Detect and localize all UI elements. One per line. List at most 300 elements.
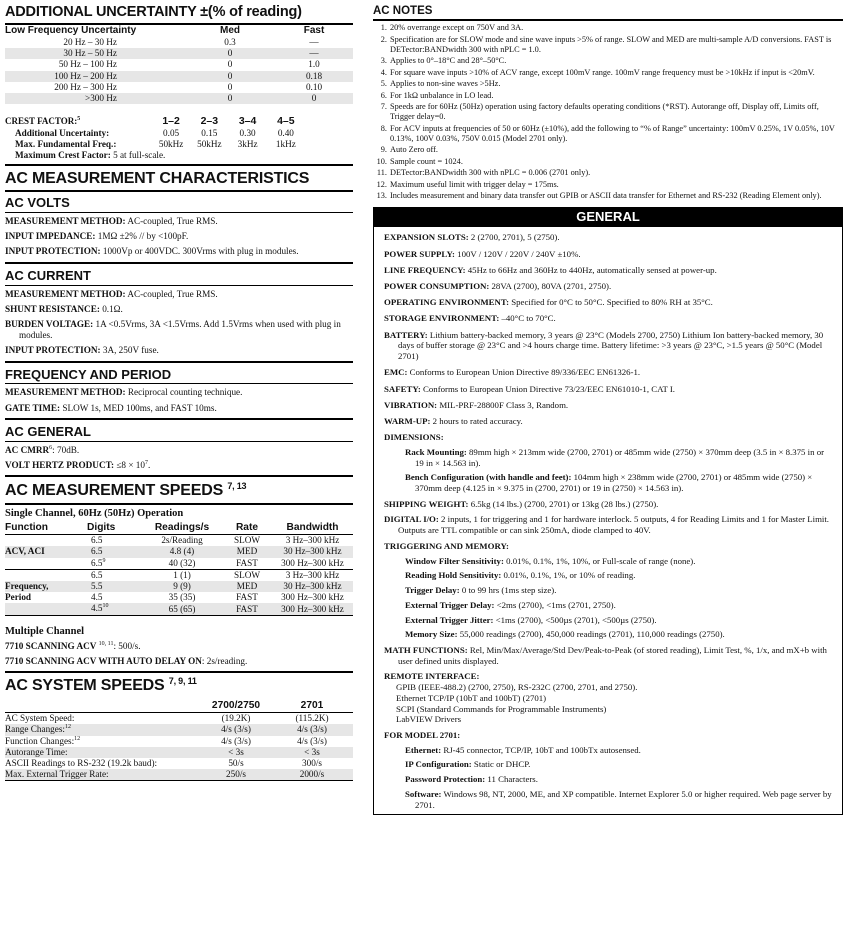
notes-list bbox=[373, 23, 843, 201]
system-row bbox=[5, 769, 353, 781]
general-label: POWER CONSUMPTION: bbox=[384, 280, 490, 291]
vhz-label: VOLT HERTZ PRODUCT: bbox=[5, 460, 115, 471]
digits-cell bbox=[87, 569, 142, 581]
ship-weight bbox=[384, 499, 834, 510]
uncertainty-row bbox=[5, 71, 353, 82]
system-label: Autorange Time: bbox=[5, 746, 68, 757]
vhz-value: ≤8 × 10 bbox=[116, 460, 145, 471]
sub-text: Static or DHCP. bbox=[473, 759, 531, 770]
note-item bbox=[373, 23, 843, 33]
digits: 4.5 bbox=[91, 603, 103, 614]
system-label-cell bbox=[5, 713, 201, 725]
crest-unc: 0.30 bbox=[239, 127, 256, 138]
system-table bbox=[5, 700, 353, 782]
speeds-notes: 7, 13 bbox=[227, 481, 247, 492]
function-cell bbox=[5, 535, 87, 547]
digits-note: 10 bbox=[102, 603, 109, 610]
digits: 5.5 bbox=[91, 581, 103, 592]
cmrr-value: : 70dB. bbox=[52, 444, 80, 455]
ac-volts-title: AC VOLTS bbox=[5, 195, 70, 211]
col-bandwidth: Bandwidth bbox=[286, 521, 339, 533]
uncertainty-row bbox=[5, 93, 353, 104]
digits-cell bbox=[87, 581, 142, 592]
note-number: 12. bbox=[376, 179, 387, 189]
sub-text: 0 to 99 hrs (1ms step size). bbox=[461, 585, 557, 596]
note-item bbox=[373, 157, 843, 167]
acmc-title: AC MEASUREMENT CHARACTERISTICS bbox=[5, 169, 310, 187]
remote-item: GPIB (IEEE-488.2) (2700, 2750), RS-232C (2700, 2701, and 2750). bbox=[396, 682, 638, 693]
math-text: Rel, Min/Max/Average/Std Dev/Peak-to-Peak (of stored reading), Limit Test, %, 1/x, and mX+b with user defined units displayed. bbox=[398, 644, 827, 666]
value-2700: < 3s bbox=[228, 746, 244, 757]
notes-title: AC NOTES bbox=[373, 5, 433, 17]
med-value: 0 bbox=[227, 59, 233, 70]
function-cell bbox=[5, 569, 87, 581]
dimensions bbox=[384, 447, 834, 494]
note-text: Applies to non-sine waves >5Hz. bbox=[390, 79, 501, 89]
function-cell bbox=[5, 581, 87, 592]
fast-value: 1.0 bbox=[308, 59, 320, 70]
value-2700: 4/s (3/s) bbox=[221, 724, 251, 735]
value-2700: 50/s bbox=[228, 758, 244, 768]
speeds-row bbox=[5, 592, 353, 603]
multi1-sup: 10, 11 bbox=[98, 640, 114, 647]
digits: 6.5 bbox=[91, 569, 103, 580]
speeds-heading bbox=[5, 481, 353, 501]
system-label-cell bbox=[5, 747, 201, 758]
spec-label: BURDEN VOLTAGE: bbox=[5, 318, 94, 329]
general-item bbox=[384, 367, 834, 378]
freq-range: 20 Hz – 30 Hz bbox=[63, 36, 117, 47]
sub-item bbox=[405, 585, 834, 596]
sub-item bbox=[405, 570, 834, 581]
note-item bbox=[373, 56, 843, 66]
system-note: 12 bbox=[74, 735, 81, 742]
system-label: ASCII Readings to RS-232 (19.2k baud): bbox=[5, 758, 158, 768]
general-item bbox=[384, 384, 834, 395]
crest-freq: 50kHz bbox=[197, 139, 222, 150]
system-row bbox=[5, 747, 353, 758]
ship-text: 6.5kg (14 lbs.) (2700, 2701) or 13kg (28 lbs.) (2750). bbox=[470, 498, 659, 509]
note-number: 5. bbox=[380, 79, 387, 89]
right-column bbox=[373, 4, 843, 815]
digits-cell bbox=[87, 592, 142, 603]
med-value: 0 bbox=[227, 81, 233, 92]
fast-value: 0 bbox=[311, 92, 317, 103]
note-item bbox=[373, 79, 843, 89]
model-items bbox=[384, 745, 834, 811]
math-label: MATH FUNCTIONS: bbox=[384, 644, 468, 655]
note-number: 4. bbox=[380, 67, 387, 77]
note-item bbox=[373, 102, 843, 122]
crest-freq: 1kHz bbox=[275, 139, 296, 150]
fast-value: 0.10 bbox=[305, 81, 323, 92]
sub-label: Rack Mounting: bbox=[405, 446, 467, 457]
note-number: 8. bbox=[380, 123, 387, 133]
freq-items bbox=[5, 387, 353, 413]
spec-text: 0.1Ω. bbox=[102, 303, 123, 314]
freq-title: FREQUENCY AND PERIOD bbox=[5, 366, 172, 382]
note-text: Maximum useful limit with trigger delay = 175ms. bbox=[390, 179, 559, 189]
crest-unc: 0.15 bbox=[201, 127, 218, 138]
col-readings: Readings/s bbox=[154, 521, 210, 533]
dim-label: DIMENSIONS: bbox=[384, 432, 444, 443]
system-label-cell bbox=[5, 769, 201, 781]
general-item bbox=[384, 297, 834, 308]
speeds-table bbox=[5, 522, 353, 616]
multi-2 bbox=[5, 656, 353, 667]
general-label: EMC: bbox=[384, 367, 408, 378]
system-row bbox=[5, 736, 353, 747]
function-cell bbox=[5, 592, 87, 603]
col-fast: Fast bbox=[303, 24, 325, 36]
note-number: 2. bbox=[380, 34, 387, 44]
med-value: 0 bbox=[227, 92, 233, 103]
spec-item bbox=[5, 387, 353, 398]
col-function: Function bbox=[5, 521, 49, 533]
freq-range: 50 Hz – 100 Hz bbox=[58, 59, 117, 70]
note-number: 3. bbox=[380, 56, 387, 66]
sub-text: 0.01%, 0.1%, 1%, 10%, or Full-scale of range (none). bbox=[506, 555, 696, 566]
sub-item bbox=[405, 745, 834, 756]
crest-max-value: 5 at full-scale. bbox=[113, 150, 166, 161]
sub-text: 55,000 readings (2700), 450,000 readings (2701), 110,000 readings (2750). bbox=[459, 629, 725, 640]
uncertainty-table bbox=[5, 25, 353, 105]
fast-value: — bbox=[309, 36, 319, 47]
bandwidth-cell: 3 Hz–300 kHz bbox=[285, 535, 340, 546]
col-med: Med bbox=[220, 24, 240, 36]
digits: 6.5 bbox=[91, 535, 103, 546]
freq-range: >300 Hz bbox=[85, 92, 117, 103]
digits: 6.5 bbox=[91, 557, 103, 568]
readings-cell: 35 (35) bbox=[168, 592, 196, 603]
uncertainty-title: ADDITIONAL UNCERTAINTY ±(% of reading) bbox=[5, 4, 302, 20]
sub-item bbox=[405, 556, 834, 567]
general-label: EXPANSION SLOTS: bbox=[384, 232, 469, 243]
spec-label: GATE TIME: bbox=[5, 402, 61, 413]
general-item bbox=[384, 232, 834, 243]
fast-value: 0.18 bbox=[305, 70, 323, 81]
sub-text: 89mm high × 213mm wide (2700, 2701) or 485mm wide (2750) × 370mm deep (3.5 in × 8.375 in or 19 in × 14.563 in). bbox=[415, 446, 825, 468]
spec-label: INPUT PROTECTION: bbox=[5, 246, 101, 257]
system-label-cell bbox=[5, 758, 201, 769]
crest-max-label: Maximum Crest Factor: bbox=[15, 150, 111, 161]
note-text: Speeds are for 60Hz (50Hz) operation using factory defaults operating conditions (*RST). Autorange off, Display off, Limits off, Trigger delay=0. bbox=[390, 102, 819, 122]
bandwidth-cell: 300 Hz–300 kHz bbox=[281, 603, 344, 614]
multi-title: Multiple Channel bbox=[5, 625, 85, 637]
sub-label: Trigger Delay: bbox=[405, 585, 460, 596]
spec-text: 1A <0.5Vrms, 3A <1.5Vrms. Add 1.5Vrms when used with plug in modules. bbox=[19, 318, 341, 341]
general-text: Conforms to European Union Directive 73/23/EEC EN61010-1, CAT I. bbox=[423, 383, 676, 394]
function-name: Frequency, bbox=[5, 581, 49, 592]
crest-freq: 3kHz bbox=[237, 139, 258, 150]
digits-note: 9 bbox=[102, 557, 106, 564]
function-name: ACV, ACI bbox=[5, 546, 45, 557]
model-label: FOR MODEL 2701: bbox=[384, 729, 461, 740]
trig-label: TRIGGERING AND MEMORY: bbox=[384, 540, 509, 551]
spec-text: Reciprocal counting technique. bbox=[127, 387, 243, 398]
note-item bbox=[373, 124, 843, 144]
col-2701: 2701 bbox=[300, 699, 324, 711]
digits-cell bbox=[87, 558, 142, 570]
value-2700: 250/s bbox=[226, 769, 246, 780]
speeds-row bbox=[5, 581, 353, 592]
remote-item: Ethernet TCP/IP (10bT and 100bT) (2701) bbox=[396, 692, 547, 703]
readings-cell: 1 (1) bbox=[173, 569, 191, 580]
sub-item bbox=[405, 447, 834, 468]
general-label: VIBRATION: bbox=[384, 399, 438, 410]
med-value: 0.3 bbox=[224, 36, 236, 47]
note-number: 13. bbox=[376, 191, 387, 201]
spec-text: 1MΩ ±2% // by <100pF. bbox=[97, 231, 189, 242]
general-label: OPERATING ENVIRONMENT: bbox=[384, 297, 510, 308]
crest-unc: 0.05 bbox=[163, 127, 180, 138]
note-text: Specification are for SLOW mode and sine wave inputs >5% of range. SLOW and MED are multi-sample A/D conversions. FAST is DETector:BANDwidth 300 with nPLC = 1.0. bbox=[390, 34, 832, 54]
system-row bbox=[5, 713, 353, 725]
system-label: AC System Speed: bbox=[5, 713, 75, 723]
readings-cell: 65 (65) bbox=[168, 603, 196, 614]
spec-text: AC-coupled, True RMS. bbox=[127, 288, 218, 299]
note-text: For 1kΩ unbalance in LO lead. bbox=[390, 90, 494, 100]
general-text: Conforms to European Union Directive 89/336/EEC EN61326-1. bbox=[409, 367, 641, 378]
sub-text: RJ-45 connector, TCP/IP, 10bT and 100bTx autosensed. bbox=[443, 744, 641, 755]
general-text: 2 hours to rated accuracy. bbox=[432, 415, 523, 426]
general-text: 28VA (2700), 80VA (2701, 2750). bbox=[491, 280, 612, 291]
speeds-rows bbox=[5, 535, 353, 616]
general-label: STORAGE ENVIRONMENT: bbox=[384, 313, 500, 324]
spec-item bbox=[5, 231, 353, 242]
trigger-items bbox=[384, 556, 834, 640]
general-text: Lithium battery-backed memory, 3 years @ 23°C (Models 2700, 2750) Lithium Ion battery-backed memory, 30 days of buffer storage @ 23°C and >4 hours charge time. Battery lifetime: >3 years @ 23°C, >1.5 years @ 50°C (Model 2701) bbox=[398, 329, 824, 362]
general-box bbox=[373, 207, 843, 815]
rate-cell: FAST bbox=[236, 557, 258, 568]
crest-col: 3–4 bbox=[238, 115, 257, 128]
speeds-title: AC MEASUREMENT SPEEDS bbox=[5, 482, 224, 500]
note-text: Includes measurement and binary data transfer out GPIB or ASCII data transfer for Ethernet and RS-232 (Reading Element only). bbox=[390, 191, 822, 201]
note-text: Applies to 0°–18°C and 28°–50°C. bbox=[390, 56, 507, 66]
rate-cell: MED bbox=[236, 546, 258, 557]
uncertainty-rows bbox=[5, 37, 353, 104]
digits-cell bbox=[87, 546, 142, 557]
sub-label: Password Protection: bbox=[405, 774, 486, 785]
spec-text: SLOW 1s, MED 100ms, and FAST 10ms. bbox=[62, 402, 217, 413]
readings-cell: 9 (9) bbox=[173, 581, 191, 592]
readings-cell: 40 (32) bbox=[168, 557, 196, 568]
note-text: DETector:BANDwidth 300 with nPLC = 0.006 (2701 only). bbox=[390, 168, 591, 178]
note-number: 6. bbox=[380, 90, 387, 100]
col-2700: 2700/2750 bbox=[211, 699, 261, 711]
sub-item bbox=[405, 615, 834, 626]
sub-item bbox=[405, 600, 834, 611]
uncertainty-row bbox=[5, 82, 353, 93]
system-row bbox=[5, 724, 353, 735]
multi1-value: : 500/s. bbox=[113, 640, 141, 651]
freq-range: 30 Hz – 50 Hz bbox=[63, 48, 117, 59]
col-low-freq: Low Frequency Uncertainty bbox=[5, 24, 137, 36]
fast-value: — bbox=[309, 48, 319, 59]
col-digits: Digits bbox=[87, 521, 116, 533]
note-text: Sample count = 1024. bbox=[390, 156, 463, 166]
speeds-row bbox=[5, 546, 353, 557]
general-text: MIL-PRF-28800F Class 3, Random. bbox=[439, 399, 569, 410]
function-cell bbox=[5, 603, 87, 615]
digits-cell bbox=[87, 535, 142, 547]
remote-item: SCPI (Standard Commands for Programmable Instruments) bbox=[396, 703, 607, 714]
general-title: GENERAL bbox=[374, 208, 842, 227]
rate-cell: SLOW bbox=[233, 569, 261, 580]
freq-range: 200 Hz – 300 Hz bbox=[54, 81, 117, 92]
system-notes: 7, 9, 11 bbox=[168, 676, 197, 687]
crest-col: 2–3 bbox=[200, 115, 219, 128]
freq-range: 100 Hz – 200 Hz bbox=[54, 70, 117, 81]
spec-item bbox=[5, 289, 353, 300]
system-label: Function Changes: bbox=[5, 735, 75, 746]
note-number: 9. bbox=[380, 145, 387, 155]
general-item bbox=[384, 313, 834, 324]
remote-item: LabVIEW Drivers bbox=[396, 714, 462, 725]
crest-col: 1–2 bbox=[162, 115, 180, 128]
spec-item bbox=[5, 319, 353, 341]
sub-label: Bench Configuration (with handle and feet): bbox=[405, 472, 572, 483]
col-rate: Rate bbox=[235, 521, 259, 533]
value-2701: (115.2K) bbox=[295, 713, 329, 723]
sub-item bbox=[405, 472, 834, 493]
spec-label: INPUT IMPEDANCE: bbox=[5, 231, 96, 242]
system-label: Range Changes: bbox=[5, 724, 65, 735]
value-2701: 4/s (3/s) bbox=[297, 724, 327, 735]
function-name: Period bbox=[5, 592, 32, 603]
sub-text: <1ms (2700), <500µs (2701), <500µs (2750). bbox=[495, 614, 657, 625]
crest-unc-label: Additional Uncertainty: bbox=[15, 127, 110, 138]
crest-freq-label: Max. Fundamental Freq.: bbox=[15, 139, 117, 150]
general-item bbox=[384, 416, 834, 427]
sub-label: IP Configuration: bbox=[405, 759, 472, 770]
spec-item bbox=[5, 345, 353, 356]
left-column bbox=[5, 4, 353, 781]
sub-label: External Trigger Delay: bbox=[405, 599, 495, 610]
rate-cell: FAST bbox=[236, 592, 258, 603]
math-functions bbox=[384, 645, 834, 666]
crest-label: CREST FACTOR: bbox=[5, 116, 78, 127]
sub-label: External Trigger Jitter: bbox=[405, 614, 494, 625]
ac-general-title: AC GENERAL bbox=[5, 423, 91, 439]
digits: 4.5 bbox=[91, 592, 103, 603]
multi1-label: 7710 SCANNING ACV bbox=[5, 640, 97, 651]
spec-label: MEASUREMENT METHOD: bbox=[5, 216, 126, 227]
rate-cell: FAST bbox=[236, 603, 258, 614]
remote-label: REMOTE INTERFACE: bbox=[384, 671, 480, 682]
system-label-cell bbox=[5, 736, 201, 747]
system-note: 12 bbox=[64, 724, 71, 731]
uncertainty-row bbox=[5, 48, 353, 59]
vhz-end: . bbox=[148, 460, 151, 471]
sub-item bbox=[405, 629, 834, 640]
med-value: 0 bbox=[227, 48, 233, 59]
crest-col: 4–5 bbox=[277, 115, 295, 128]
note-item bbox=[373, 68, 843, 78]
crest-freq: 50kHz bbox=[158, 139, 184, 150]
general-item bbox=[384, 265, 834, 276]
ac-current-title: AC CURRENT bbox=[5, 267, 91, 283]
crest-factor-block bbox=[5, 115, 353, 161]
sub-label: Software: bbox=[405, 788, 442, 799]
readings-cell: 4.8 (4) bbox=[169, 546, 195, 557]
general-text: –40°C to 70°C. bbox=[501, 313, 556, 324]
note-item bbox=[373, 145, 843, 155]
ac-current-items bbox=[5, 289, 353, 357]
spec-label: MEASUREMENT METHOD: bbox=[5, 387, 126, 398]
sub-label: Window Filter Sensitivity: bbox=[405, 555, 504, 566]
volt-hertz bbox=[5, 460, 353, 471]
multi2-label: 7710 SCANNING ACV WITH AUTO DELAY ON bbox=[5, 655, 202, 666]
note-number: 1. bbox=[380, 23, 387, 33]
remote-items bbox=[384, 682, 834, 725]
system-title: AC SYSTEM SPEEDS bbox=[5, 677, 165, 695]
general-text: Specified for 0°C to 50°C. Specified to 80% RH at 35°C. bbox=[511, 297, 713, 308]
system-label-cell bbox=[5, 724, 201, 735]
spec-label: MEASUREMENT METHOD: bbox=[5, 288, 126, 299]
spec-item bbox=[5, 216, 353, 227]
value-2701: 4/s (3/s) bbox=[297, 735, 327, 746]
bandwidth-cell: 3 Hz–300 kHz bbox=[285, 569, 340, 580]
bandwidth-cell: 30 Hz–300 kHz bbox=[283, 546, 342, 557]
system-row bbox=[5, 758, 353, 769]
digits-cell bbox=[87, 603, 142, 615]
note-text: 20% overrange except on 750V and 3A. bbox=[390, 23, 524, 33]
sub-text: Windows 98, NT, 2000, ME, and XP compatible. Internet Explorer 5.0 or higher required. Web page server by 2701. bbox=[415, 788, 832, 810]
general-item bbox=[384, 281, 834, 292]
bandwidth-cell: 300 Hz–300 kHz bbox=[281, 592, 344, 603]
sub-label: Ethernet: bbox=[405, 744, 442, 755]
note-item bbox=[373, 35, 843, 55]
spec-label: INPUT PROTECTION: bbox=[5, 345, 101, 356]
digital-io bbox=[384, 514, 834, 535]
general-text: 2 (2700, 2701), 5 (2750). bbox=[470, 232, 560, 243]
sub-item bbox=[405, 789, 834, 810]
cmrr-note: 6 bbox=[49, 444, 53, 451]
note-text: For ACV inputs at frequencies of 50 or 60Hz (±10%), add the following to “% of Range” uncertainty: 100mV 0.25%, 1V 0.05%, 10V 0.13%, 100V 0.03%, 750V 0.015 (Model 2701 only). bbox=[390, 123, 835, 143]
general-label: LINE FREQUENCY: bbox=[384, 264, 466, 275]
crest-note: 5 bbox=[77, 116, 81, 123]
general-text: 100V / 120V / 220V / 240V ±10%. bbox=[457, 248, 581, 259]
spec-label: SHUNT RESISTANCE: bbox=[5, 303, 100, 314]
readings-cell: 2s/Reading bbox=[161, 535, 203, 546]
note-number: 11. bbox=[376, 168, 387, 178]
general-label: SAFETY: bbox=[384, 383, 421, 394]
spec-item bbox=[5, 304, 353, 315]
speeds-row bbox=[5, 558, 353, 570]
dio-label: DIGITAL I/O: bbox=[384, 514, 439, 525]
rate-cell: SLOW bbox=[233, 535, 261, 546]
uncertainty-row bbox=[5, 37, 353, 48]
spec-item bbox=[5, 246, 353, 257]
sub-label: Memory Size: bbox=[405, 629, 458, 640]
value-2701: 2000/s bbox=[299, 769, 325, 780]
sub-item bbox=[405, 759, 834, 770]
system-rows bbox=[5, 713, 353, 781]
digits: 6.5 bbox=[91, 546, 103, 557]
bandwidth-cell: 300 Hz–300 kHz bbox=[281, 557, 344, 568]
note-text: Auto Zero off. bbox=[390, 145, 439, 155]
general-text: 45Hz to 66Hz and 360Hz to 440Hz, automatically sensed at power-up. bbox=[467, 264, 717, 275]
sub-label: Reading Hold Sensitivity: bbox=[405, 570, 502, 581]
note-number: 10. bbox=[376, 156, 387, 166]
function-cell bbox=[5, 558, 87, 570]
sub-text: <2ms (2700), <1ms (2701, 2750). bbox=[496, 599, 616, 610]
rate-cell: MED bbox=[236, 581, 258, 592]
note-item bbox=[373, 191, 843, 201]
note-item bbox=[373, 180, 843, 190]
value-2700: (19.2K) bbox=[221, 713, 251, 723]
